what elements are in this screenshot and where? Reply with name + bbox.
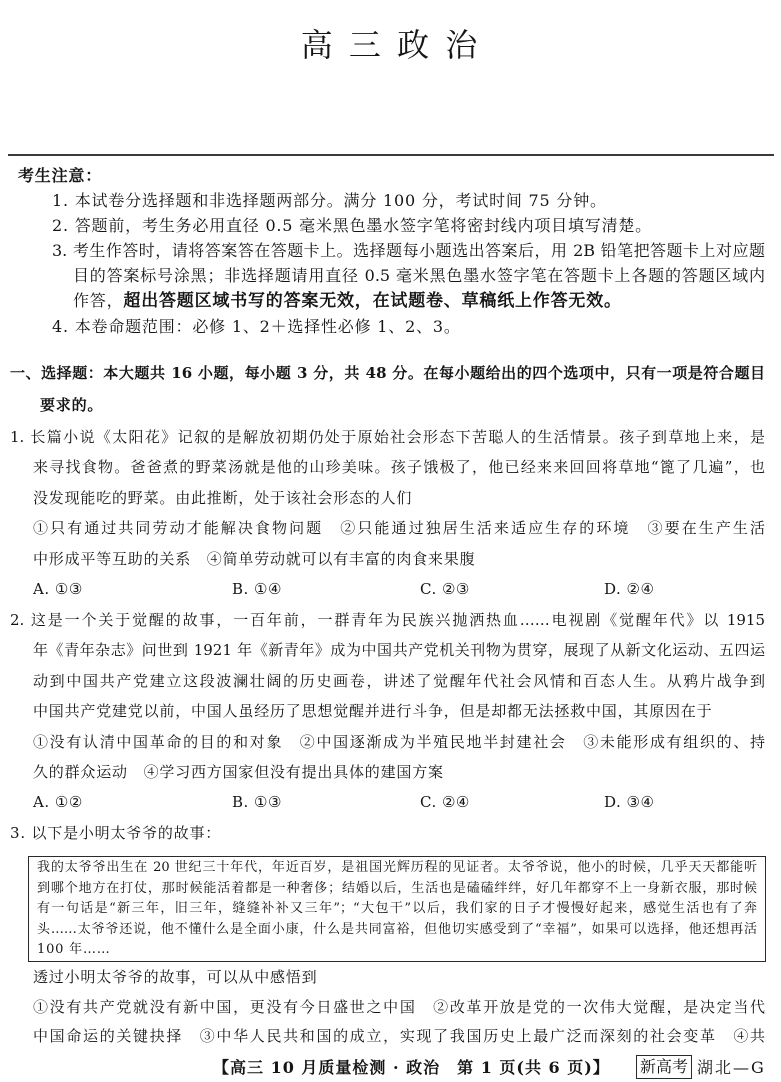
answer-choice-c: C. ②③ <box>420 580 470 599</box>
answer-choice-a: A. ①② <box>33 793 83 812</box>
footer-badge: 新高考 <box>636 1055 692 1079</box>
exam-title: 高 三 政 治 <box>300 26 481 64</box>
question-stem-line: 没发现能吃的野菜。由此推断，处于该社会形态的人们 <box>33 488 413 507</box>
answer-choices <box>33 787 765 817</box>
question-1 <box>0 422 781 605</box>
answer-choice-a: A. ①③ <box>33 580 83 599</box>
question-option-line: ①只有通过共同劳动才能解决食物问题 ②只能通过独居生活来适应生存的环境 ③要在生产生活 <box>33 519 765 538</box>
material-line: 有一句话是“新三年，旧三年，缝缝补补又三年”；“大包干”以后，我们家的日子才慢慢好起来，感觉生活也有了奔 <box>37 901 757 917</box>
question-3-continued <box>0 963 781 1052</box>
question-stem-line: 年《青年杂志》问世到 1921 年《新青年》成为中国共产党机关刊物为贯穿，展现了从新文化运动、五四运 <box>33 641 765 660</box>
section-heading-line: 要求的。 <box>40 396 104 414</box>
notice-heading: 考生注意： <box>18 166 103 185</box>
question-stem-line: 3. 以下是小明太爷爷的故事： <box>10 823 222 842</box>
question-stem-line: 1. 长篇小说《太阳花》记叙的是解放初期仍处于原始社会形态下苦聪人的生活情景。孩子到草地上来，是 <box>10 428 765 446</box>
question-stem-line: 来寻找食物。爸爸煮的野菜汤就是他的山珍美味。孩子饿极了，他已经来来回回将草地“篦了几遍”，也 <box>33 458 765 477</box>
notice-item-line: 1. 本试卷分选择题和非选择题两部分。满分 100 分，考试时间 75 分钟。 <box>52 191 607 210</box>
answer-choice-c: C. ②④ <box>420 793 470 812</box>
question-prompt: 透过小明太爷爷的故事，可以从中感悟到 <box>33 968 318 986</box>
notice-item-text: 作答， <box>73 291 124 310</box>
footer-region: 湖北—G <box>697 1058 766 1077</box>
question-option-line: 久的群众运动 ④学习西方国家但没有提出具体的建国方案 <box>33 762 444 781</box>
section-heading <box>0 357 781 421</box>
question-stem-line: 动到中国共产党建立这段波澜壮阔的历史画卷，讲述了觉醒年代社会风情和百态人生。从鸦片战争到 <box>33 671 765 690</box>
material-line: 到哪个地方在打仗，那时候能活着都是一种奢侈；结婚以后，生活也是磕磕绊绊，好几年都穿不上一身新衣服，那时候 <box>37 880 757 896</box>
answer-choice-b: B. ①④ <box>232 580 282 599</box>
answer-choice-b: B. ①③ <box>232 793 282 812</box>
notice-item-line: 目的答案标号涂黑；非选择题请用直径 0.5 毫米黑色墨水签字笔在答题卡上各题的答题区域内 <box>73 266 765 285</box>
notice-item-line: 4. 本卷命题范围：必修 1、2＋选择性必修 1、2、3。 <box>52 317 461 336</box>
answer-choice-d: D. ③④ <box>604 793 655 812</box>
notice-item-line <box>73 288 765 314</box>
material-line: 我的太爷爷出生在 20 世纪三十年代，年近百岁，是祖国光辉历程的见证者。太爷爷说，他小的时候，几乎天天都能听 <box>37 860 757 875</box>
question-option-line: 中形成平等互助的关系 ④简单劳动就可以有丰富的肉食来果腹 <box>33 549 476 568</box>
material-line: 头……太爷爷还说，他不懂什么是全面小康，什么是共同富裕，但他切实感受到了“幸福”，如果可以选择，他还想再活 <box>37 921 757 937</box>
question-stem-line: 中国共产党建党以前，中国人虽经历了思想觉醒并进行斗争，但是却都无法拯救中国，其原因在于 <box>33 702 713 721</box>
question-stem-line: 2. 这是一个关于觉醒的故事，一百年前，一群青年为民族兴抛洒热血……电视剧《觉醒年代》以 1915 <box>10 610 765 629</box>
questions-list <box>0 422 781 848</box>
answer-choices <box>33 574 765 604</box>
question-2 <box>0 605 781 818</box>
footer-label: 【高三 10 月质量检测 · 政治 第 1 页(共 6 页)】 <box>213 1058 610 1077</box>
question-3 <box>0 818 781 848</box>
answer-choice-d: D. ②④ <box>604 580 655 599</box>
question-option-line: ①没有共产党就没有新中国，更没有今日盛世之中国 ②改革开放是党的一次伟大觉醒，是决定当代 <box>33 997 765 1016</box>
material-line: 100 年…… <box>37 942 111 958</box>
material-box <box>28 856 766 962</box>
header-divider <box>8 154 774 156</box>
notice-item-line: 2. 答题前，考生务必用直径 0.5 毫米黑色墨水签字笔将密封线内项目填写清楚。 <box>52 216 652 235</box>
notice-item-line: 3. 考生作答时，请将答案答在答题卡上。选择题每小题选出答案后，用 2B 铅笔把答题卡上对应题 <box>52 241 765 260</box>
section-heading-line: 一、选择题：本大题共 16 小题，每小题 3 分，共 48 分。在每小题给出的四个选项中，只有一项是符合题目 <box>10 364 765 382</box>
question-option-line: ①没有认清中国革命的目的和对象 ②中国逐渐成为半殖民地半封建社会 ③未能形成有组织的、持 <box>33 732 765 751</box>
notice-section <box>0 163 781 339</box>
notice-emphasis: 超出答题区域书写的答案无效，在试题卷、草稿纸上作答无效。 <box>123 291 622 311</box>
question-option-line: 中国命运的关键抉择 ③中华人民共和国的成立，实现了我国历史上最广泛而深刻的社会变革 ④共 <box>33 1027 765 1045</box>
